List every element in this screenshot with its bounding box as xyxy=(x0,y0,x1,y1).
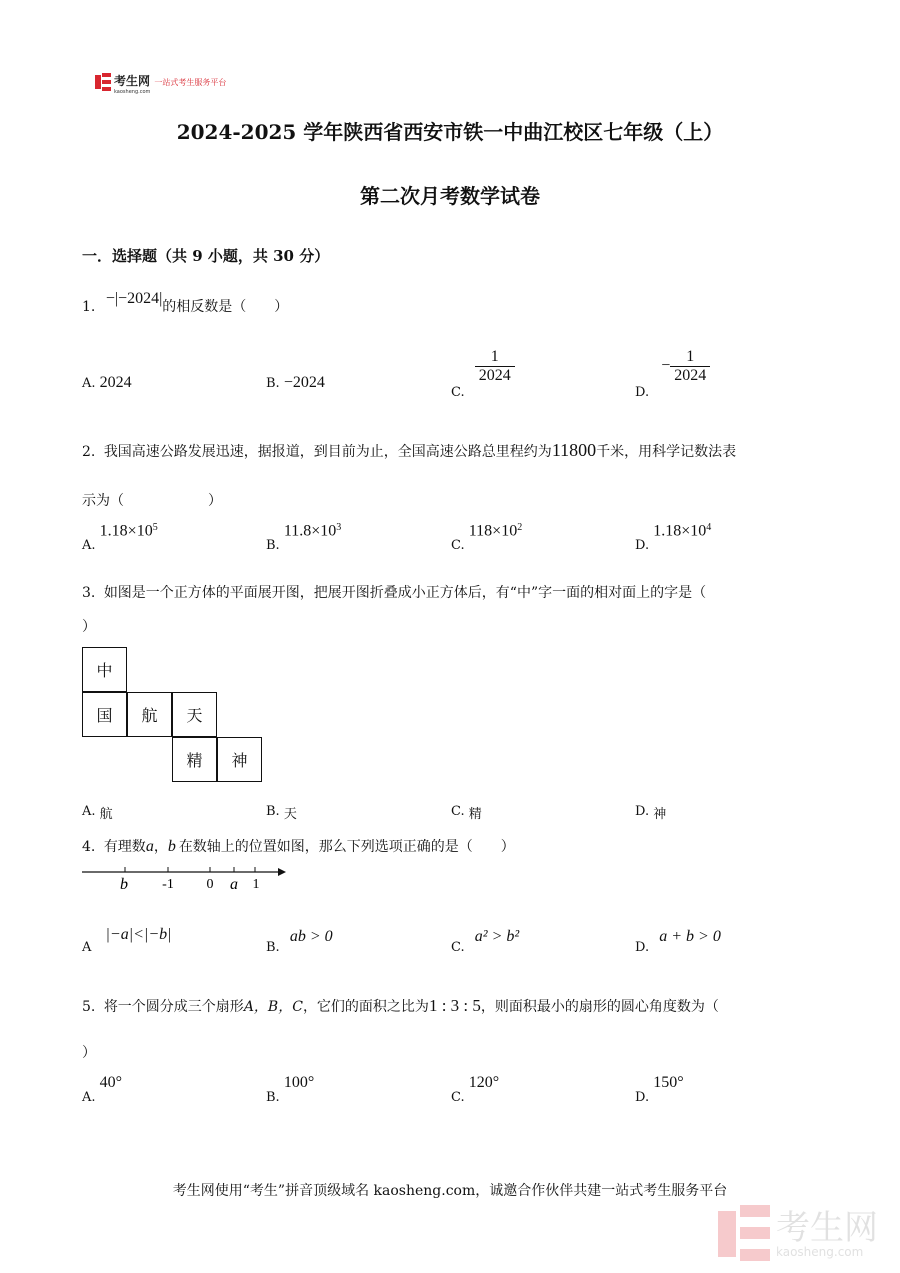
q2-option-d[interactable]: D. $1.18\times 10^4$ xyxy=(635,522,712,554)
net-cell: 精 xyxy=(172,737,217,782)
q1-expression: −|−2024| xyxy=(105,290,163,307)
q5-option-c[interactable]: C. 120° xyxy=(451,1074,500,1105)
q3-option-a[interactable]: A. 航 xyxy=(82,804,113,822)
question-2: 2. 我国高速公路发展迅速，据报道，到目前为止，全国高速公路总里程约为11800千米，用科学记数法表 xyxy=(82,440,737,460)
q1-option-b[interactable]: B. −2024 xyxy=(266,374,325,391)
q4-option-b[interactable]: B. ab > 0 xyxy=(266,928,333,955)
q5-option-b[interactable]: B. 100° xyxy=(266,1074,315,1105)
q1-d-sign: − xyxy=(661,357,671,374)
q5-option-a[interactable]: A. 40° xyxy=(82,1074,123,1105)
q1-text: 的相反数是（ ） xyxy=(162,299,289,315)
q1-number: 1. xyxy=(82,299,96,315)
page-footer: 考生网使用“考生”拼音顶级域名 kaosheng.com，诚邀合作伙伴共建一站式考生服务平台 xyxy=(172,1183,728,1199)
q3-option-b[interactable]: B. 天 xyxy=(266,804,297,822)
q3-option-c[interactable]: C. 精 xyxy=(451,804,482,822)
cube-net-figure xyxy=(82,647,264,782)
net-cell: 中 xyxy=(82,647,127,692)
kaosheng-logo-icon xyxy=(95,73,111,91)
header-logo xyxy=(95,72,227,95)
page-title-line2: 第二次月考数学试卷 xyxy=(360,184,540,208)
question-2-line2: 示为（ ） xyxy=(82,493,222,509)
question-1 xyxy=(82,290,289,316)
q5-option-d[interactable]: D. 150° xyxy=(635,1074,684,1105)
number-line xyxy=(82,862,292,894)
q1-c-numerator: 1 xyxy=(490,348,499,365)
q1-option-d[interactable]: D. − $\frac{1}{2024}$ xyxy=(635,348,710,385)
axis-label-zero: 0 xyxy=(206,877,214,892)
question-3: 3. 如图是一个正方体的平面展开图，把展开图折叠成小正方体后，有“中”字一面的相对面上的字是（ xyxy=(82,585,707,601)
section-heading: 一．选择题（共 9 小题，共 30 分） xyxy=(82,247,330,265)
net-cell: 航 xyxy=(127,692,172,737)
q1-c-denominator: 2024 xyxy=(475,366,515,385)
logo-domain: kaosheng.com xyxy=(114,88,151,95)
page-title-line1: 2024-2025 学年陕西省西安市铁一中曲江校区七年级（上） xyxy=(176,120,724,144)
watermark-domain: kaosheng.com xyxy=(776,1245,864,1259)
net-cell: 神 xyxy=(217,737,262,782)
axis-label-one: 1 xyxy=(252,877,260,892)
question-5-line2: ） xyxy=(82,1045,96,1061)
net-cell: 天 xyxy=(172,692,217,737)
q2-option-c[interactable]: C. $118\times 10^2$ xyxy=(451,522,523,554)
q1-d-denominator: 2024 xyxy=(670,366,710,385)
number-line-arrow-icon xyxy=(278,868,286,876)
axis-label-b: b xyxy=(120,876,128,893)
watermark-name: 考生网 xyxy=(776,1208,878,1248)
logo-tagline: 一站式考生服务平台 xyxy=(154,77,227,87)
q4-option-c[interactable]: C. a² > b² xyxy=(451,928,520,955)
question-4: 4. 有理数a，b 在数轴上的位置如图，那么下列选项正确的是（ ） xyxy=(82,838,515,855)
net-cell: 国 xyxy=(82,692,127,737)
q4-option-a[interactable]: A |−a|<|−b| xyxy=(82,926,172,955)
question-3-line2: ） xyxy=(82,619,96,635)
logo-name: 考生网 xyxy=(114,73,151,88)
q1-d-numerator: 1 xyxy=(686,348,695,365)
axis-label-minus-one: -1 xyxy=(162,877,174,892)
kaosheng-watermark-icon xyxy=(718,1205,770,1263)
axis-label-a: a xyxy=(230,876,238,893)
watermark-logo xyxy=(718,1205,878,1263)
q2-option-a[interactable]: A. $1.18\times 10^5$ xyxy=(82,522,158,554)
q3-option-d[interactable]: D. 神 xyxy=(635,804,667,822)
q1-option-a[interactable]: A. 2024 xyxy=(82,374,132,391)
q1-option-c[interactable]: C. $\frac{1}{2024}$ xyxy=(451,348,515,385)
q2-option-b[interactable]: B. $11.8\times 10^3$ xyxy=(266,522,342,554)
q4-option-d[interactable]: D. a + b > 0 xyxy=(635,928,721,955)
question-5: 5. 将一个圆分成三个扇形A，B，C，它们的面积之比为1 : 3 : 5，则面积最小的扇形的圆心角度数为（ xyxy=(82,996,719,1015)
